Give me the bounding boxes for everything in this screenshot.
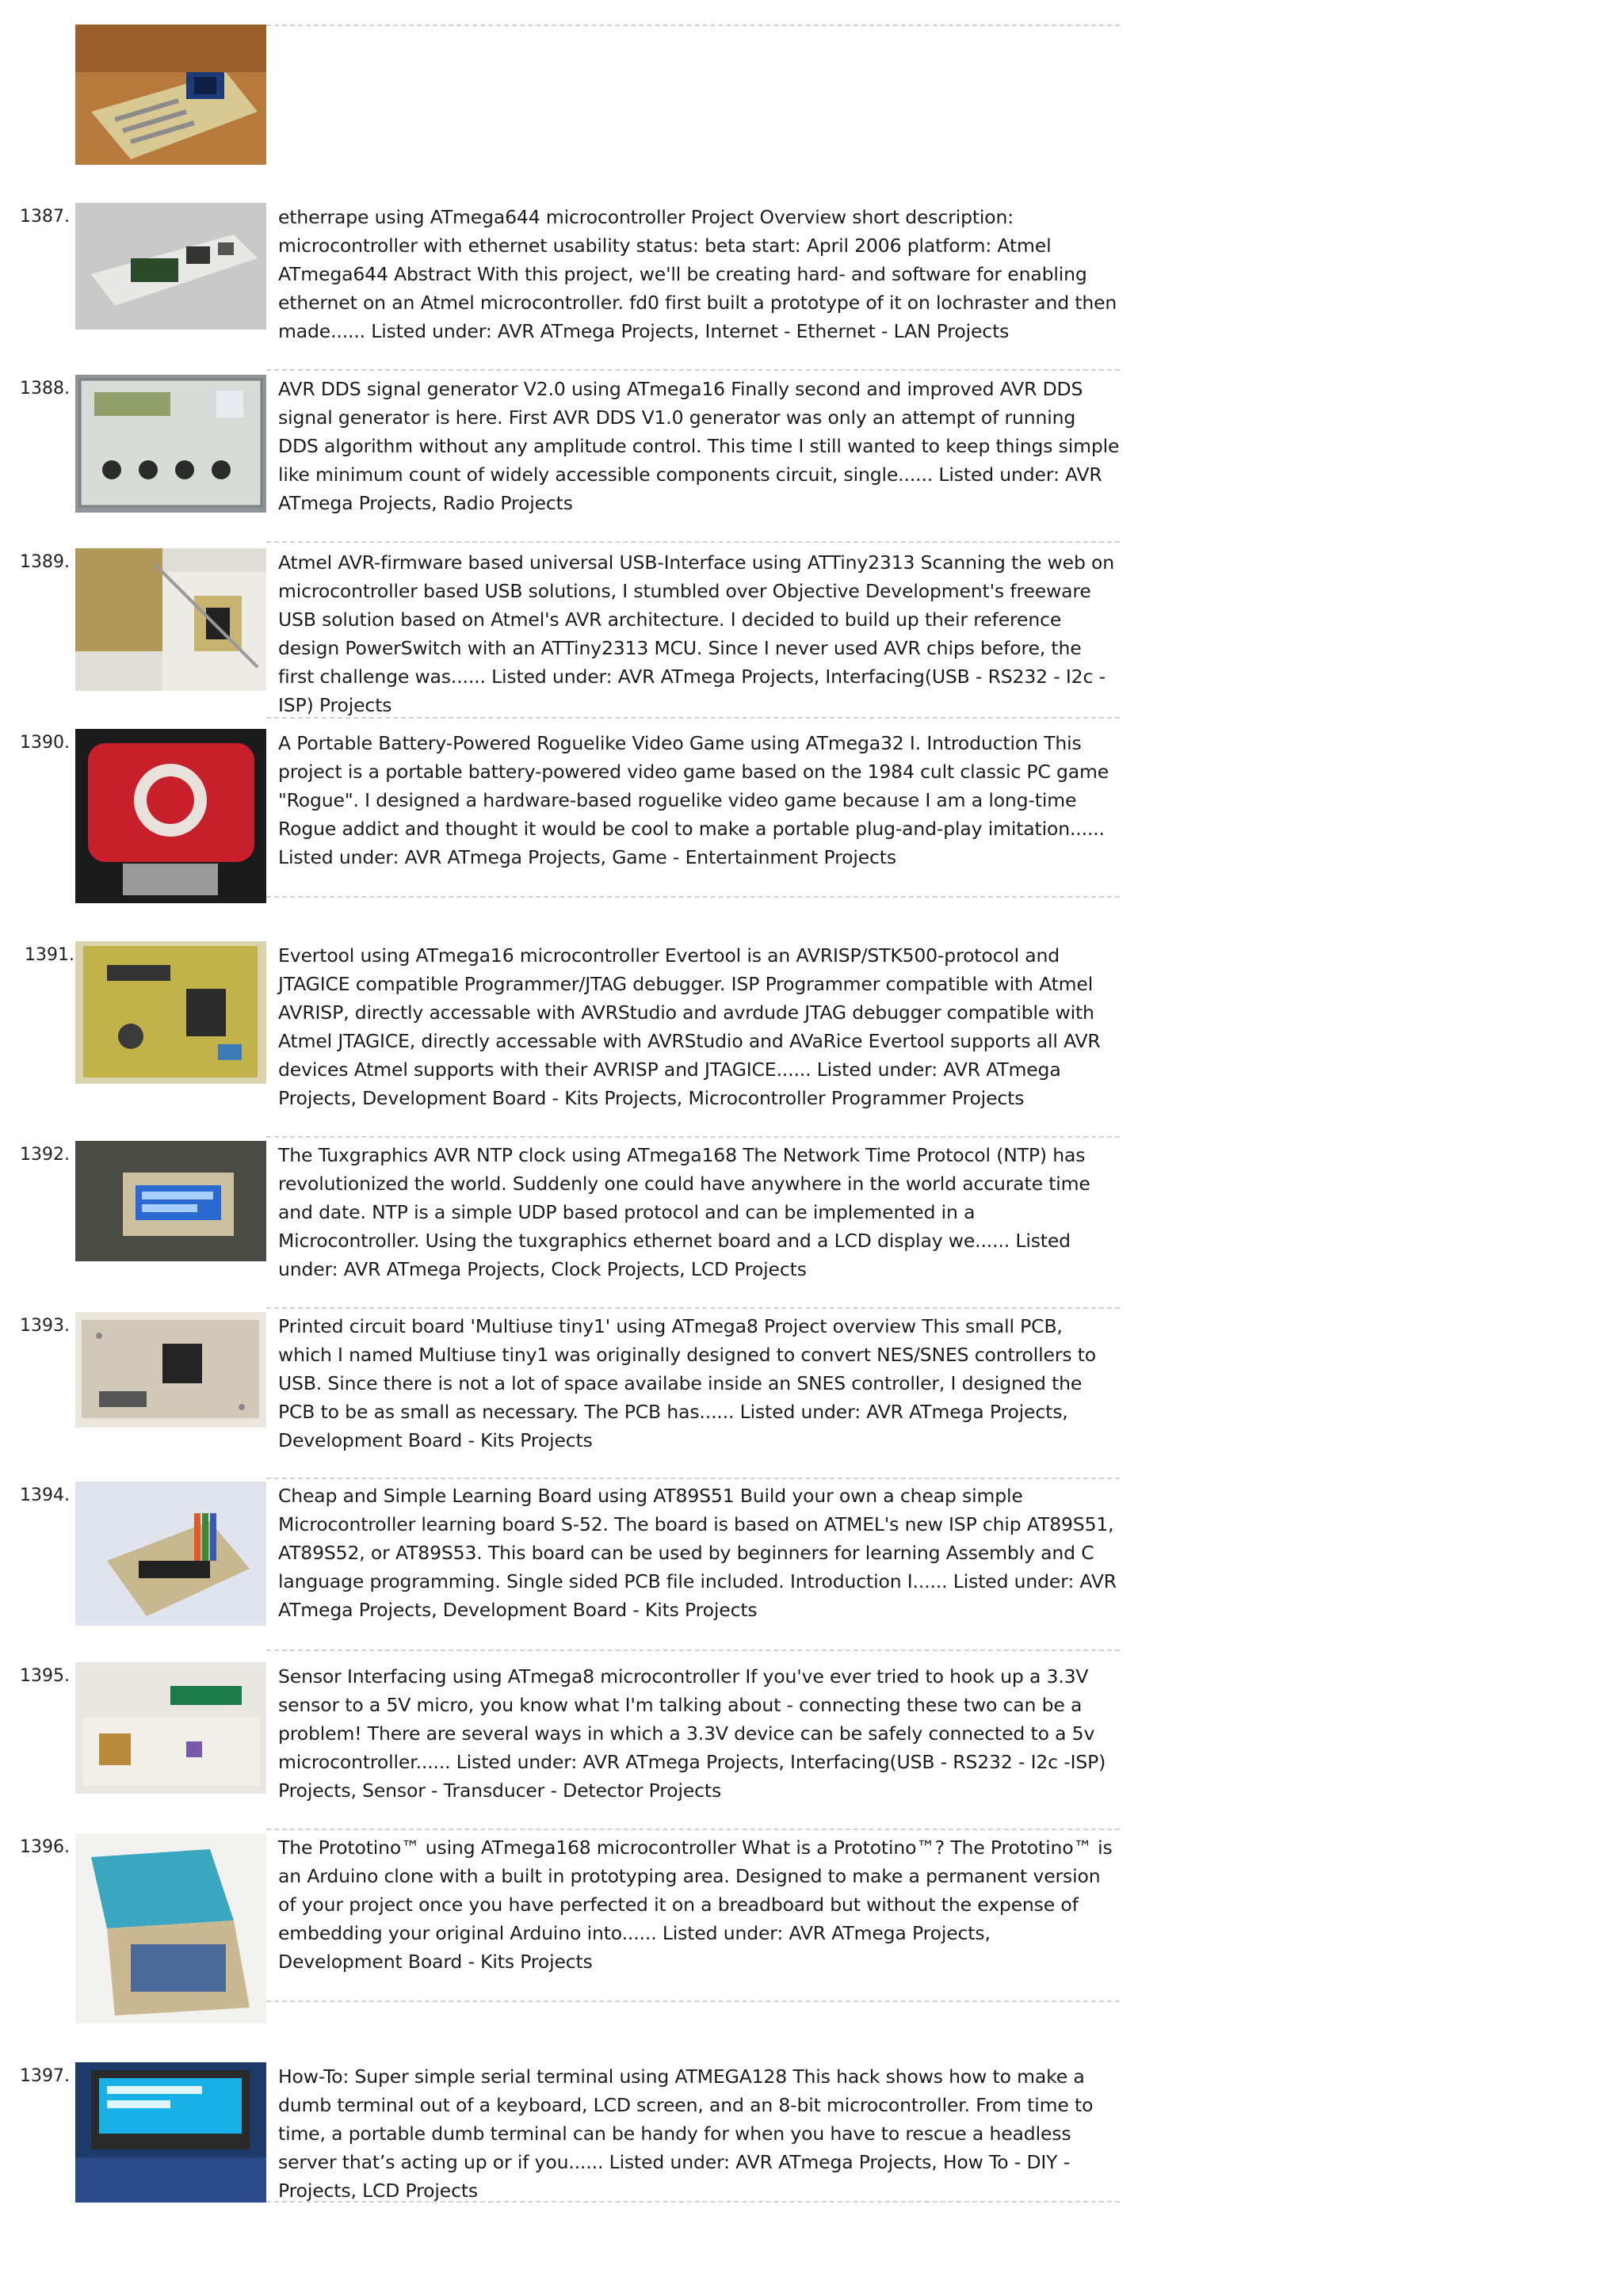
project-thumbnail[interactable] [75, 1482, 266, 1626]
divider [266, 717, 1120, 719]
project-thumbnail[interactable] [75, 548, 266, 691]
item-number: 1392. [20, 1145, 70, 1165]
project-thumbnail[interactable] [75, 729, 266, 903]
divider [266, 369, 1120, 371]
item-description[interactable]: Printed circuit board 'Multiuse tiny1' using ATmega8 Project overview This small PCB, which I named Multiuse tiny1 was originally designed to convert NES/SNES controllers to USB. Since there is not a lot of space availabe inside an SNES controller, I designed the PCB to be as small as necessary. The PCB has...... Listed under: AVR ATmega Projects, Development Board - Kits Projects [278, 1315, 1097, 1451]
item-number: 1390. [20, 733, 70, 753]
divider [266, 2000, 1120, 2002]
item-number: 1395. [20, 1666, 70, 1686]
item-description[interactable]: A Portable Battery-Powered Roguelike Video Game using ATmega32 I. Introduction This project is a portable battery-powered video game based on the 1984 cult classic PC game "Rogue". I designed a hardware-based roguelike video game because I am a long-time Rogue addict and thought it would be cool to make a portable plug-and-play imitation...... Listed under: AVR ATmega Projects, Game - Entertainment Projects [278, 732, 1109, 868]
project-thumbnail[interactable] [75, 941, 266, 1084]
item-description[interactable]: Cheap and Simple Learning Board using AT89S51 Build your own a cheap simple Microcontroller learning board S-52. The board is based on ATMEL's new ISP chip AT89S51, AT89S52, or AT89S53. This board can be used by beginners for learning Assembly and C language programming. Single sided PCB file included. Introduction I...... Listed under: AVR ATmega Projects, Development Board - Kits Projects [278, 1485, 1117, 1621]
divider [266, 25, 1120, 26]
item-number: 1387. [20, 207, 70, 227]
item-number: 1397. [20, 2066, 70, 2086]
project-thumbnail[interactable] [75, 25, 266, 165]
item-number: 1388. [20, 379, 70, 399]
item-number: 1391. [25, 945, 74, 965]
item-description[interactable]: Atmel AVR-firmware based universal USB-Interface using ATTiny2313 Scanning the web on microcontroller based USB solutions, I stumbled over Objective Development's freeware USB solution based on Atmel's AVR architecture. I decided to build up their reference design PowerSwitch with an ATTiny2313 MCU. Since I never used AVR chips before, the first challenge was...... Listed under: AVR ATmega Projects, Interfacing(USB - RS232 - I2c -ISP) Projects [278, 551, 1114, 716]
project-thumbnail[interactable] [75, 1312, 266, 1428]
divider [266, 1650, 1120, 1651]
item-number: 1393. [20, 1316, 70, 1336]
item-description[interactable]: How-To: Super simple serial terminal using ATMEGA128 This hack shows how to make a dumb terminal out of a keyboard, LCD screen, and an 8-bit microcontroller. From time to time, a portable dumb terminal can be handy for when you have to rescue a headless server that’s acting up or if you...... Listed under: AVR ATmega Projects, How To - DIY - Projects, LCD Projects [278, 2065, 1094, 2202]
divider [266, 1829, 1120, 1830]
divider [266, 2201, 1120, 2203]
divider [266, 1136, 1120, 1138]
project-thumbnail[interactable] [75, 2062, 266, 2203]
item-description[interactable]: AVR DDS signal generator V2.0 using ATmega16 Finally second and improved AVR DDS signal generator is here. First AVR DDS V1.0 generator was only an attempt of running DDS algorithm without any amplitude control. This time I still wanted to keep things simple like minimum count of widely accessible components circuit, single...... Listed under: AVR ATmega Projects, Radio Projects [278, 378, 1120, 514]
project-thumbnail[interactable] [75, 203, 266, 330]
project-thumbnail[interactable] [75, 1662, 266, 1794]
item-number: 1396. [20, 1837, 70, 1857]
divider [266, 896, 1120, 898]
project-thumbnail[interactable] [75, 1833, 266, 2023]
item-number: 1394. [20, 1486, 70, 1505]
divider [266, 1478, 1120, 1479]
item-description[interactable]: The Tuxgraphics AVR NTP clock using ATmega168 The Network Time Protocol (NTP) has revolutionized the world. Suddenly one could have anywhere in the world accurate time and date. NTP is a simple UDP based protocol and can be implemented in a Microcontroller. Using the tuxgraphics ethernet board and a LCD display we...... Listed under: AVR ATmega Projects, Clock Projects, LCD Projects [278, 1144, 1090, 1280]
item-number: 1389. [20, 552, 70, 572]
item-description[interactable]: The Prototino™ using ATmega168 microcontroller What is a Prototino™? The Prototino™ is an Arduino clone with a built in prototyping area. Designed to make a permanent version of your project once you have perfected it on a breadboard but without the expense of embedding your original Arduino into...... Listed under: AVR ATmega Projects, Development Board - Kits Projects [278, 1836, 1113, 1973]
project-thumbnail[interactable] [75, 375, 266, 513]
divider [266, 541, 1120, 543]
project-thumbnail[interactable] [75, 1141, 266, 1261]
item-description[interactable]: Evertool using ATmega16 microcontroller Evertool is an AVRISP/STK500-protocol and JTAGICE compatible Programmer/JTAG debugger. ISP Programmer compatible with Atmel AVRISP, directly accessable with AVRStudio and avrdude JTAG debugger compatible with Atmel JTAGICE, directly accessable with AVRStudio and AVaRice Evertool supports all AVR devices Atmel supports with their AVRISP and JTAGICE...... Listed under: AVR ATmega Projects, Development Board - Kits Projects, Microcontroller Programmer Projects [278, 944, 1101, 1109]
item-description[interactable]: Sensor Interfacing using ATmega8 microcontroller If you've ever tried to hook up a 3.3V sensor to a 5V micro, you know what I'm talking about - connecting these two can be a problem! There are several ways in which a 3.3V device can be safely connected to a 5v microcontroller...... Listed under: AVR ATmega Projects, Interfacing(USB - RS232 - I2c -ISP) Projects, Sensor - Transducer - Detector Projects [278, 1665, 1106, 1802]
divider [266, 1307, 1120, 1309]
item-description[interactable]: etherrape using ATmega644 microcontroller Project Overview short description: microcontroller with ethernet usability status: beta start: April 2006 platform: Atmel ATmega644 Abstract With this project, we'll be creating hard- and software for enabling ethernet on an Atmel microcontroller. fd0 first built a prototype of it on lochraster and then made...... Listed under: AVR ATmega Projects, Internet - Ethernet - LAN Projects [278, 206, 1117, 342]
